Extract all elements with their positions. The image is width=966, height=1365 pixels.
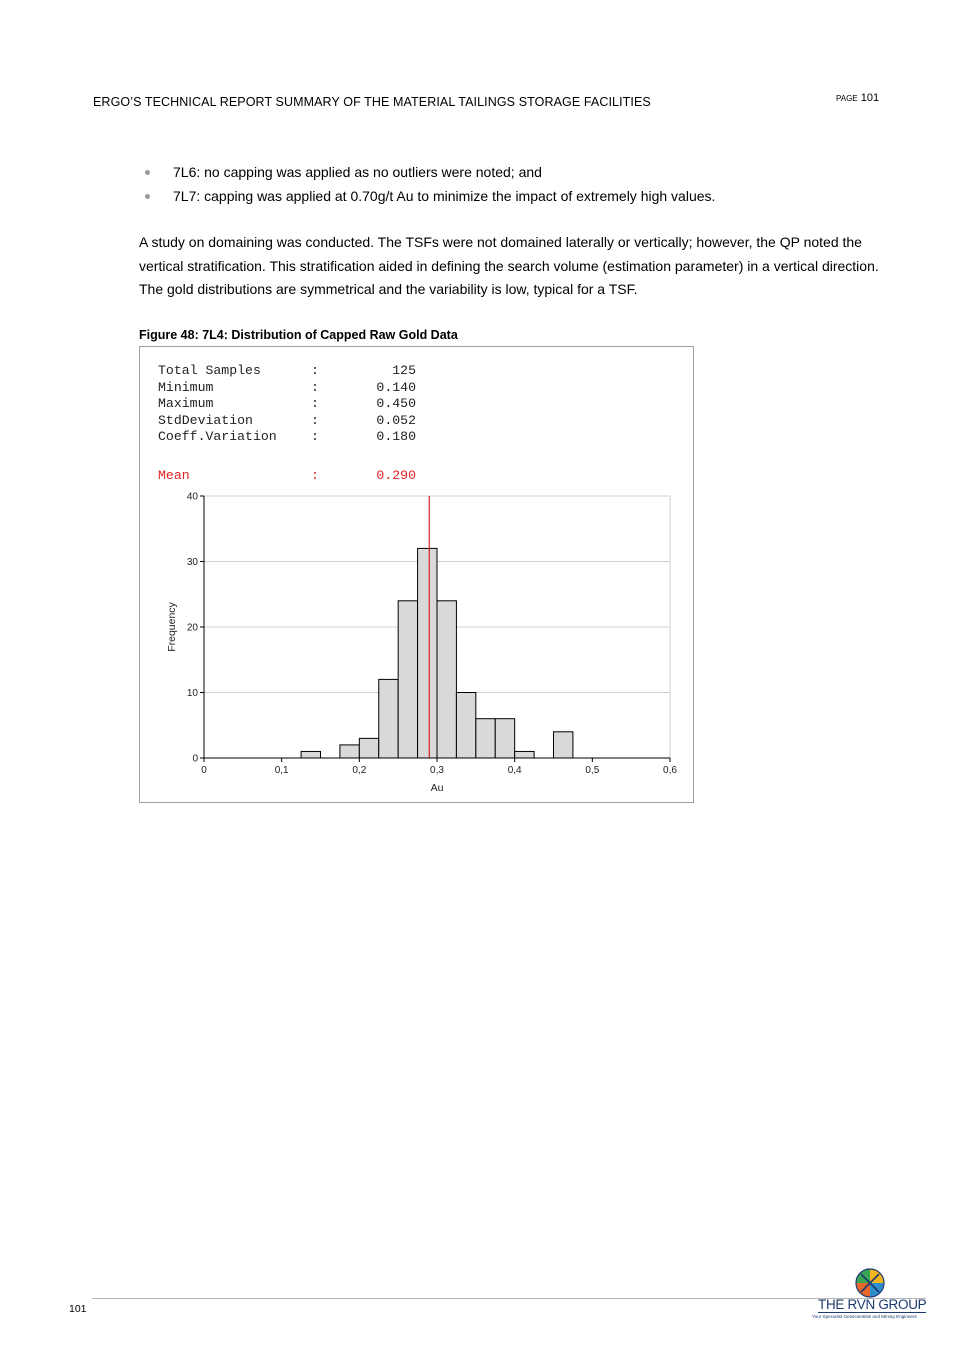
histogram-bar — [515, 751, 534, 758]
x-tick-label: 0,4 — [507, 765, 522, 776]
x-axis-label: Au — [430, 782, 444, 794]
stat-label: Mean — [158, 468, 190, 483]
y-tick-label: 20 — [186, 622, 198, 634]
bullet-icon — [145, 170, 150, 175]
x-tick-label: 0,5 — [585, 765, 600, 776]
bullet-list — [140, 160, 900, 208]
logo-wordmark: THE RVN GROUP — [818, 1297, 927, 1312]
stat-value: 125 — [392, 363, 416, 378]
x-tick-label: 0,1 — [274, 765, 289, 776]
histogram-bar — [456, 693, 475, 759]
histogram-bar — [437, 601, 456, 758]
stat-colon: : — [311, 412, 319, 428]
y-axis-label: Frequency — [166, 602, 178, 652]
logo-pie-icon — [855, 1268, 885, 1298]
stat-colon: : — [311, 363, 319, 378]
report-header-title: ERGO’S TECHNICAL REPORT SUMMARY OF THE MATERIAL TAILINGS STORAGE FACILITIES — [93, 95, 651, 109]
histogram-plot — [140, 347, 693, 802]
y-tick-label: 40 — [186, 491, 198, 503]
histogram-bar — [495, 719, 514, 758]
footer-page-number: 101 — [69, 1303, 87, 1315]
stat-value: 0.290 — [376, 468, 416, 483]
histogram-bar — [476, 719, 495, 758]
footer-divider — [92, 1298, 926, 1299]
y-tick-label: 30 — [186, 557, 198, 568]
histogram-bar — [554, 732, 573, 758]
histogram-bar — [398, 601, 417, 758]
page-prefix: PAGE — [836, 94, 858, 103]
bullet-text: 7L7: capping was applied at 0.70g/t Au to minimize the impact of extremely high values. — [173, 188, 716, 204]
stat-value: 0.450 — [376, 396, 416, 411]
stat-value: 0.052 — [376, 412, 416, 428]
histogram-figure — [139, 346, 694, 803]
rvn-group-logo — [812, 1268, 937, 1324]
figure-caption: Figure 48: 7L4: Distribution of Capped Raw Gold Data — [139, 328, 458, 342]
x-tick-label: 0,3 — [430, 765, 444, 776]
bullet-icon — [145, 194, 150, 199]
stat-label: Coeff.Variation — [158, 429, 277, 444]
body-paragraph: A study on domaining was conducted. The TSFs were not domained laterally or vertically; however, the QP noted the vertical stratification. This stratification aided in defining the search volume (estimation parameter) in a vertical direction. The gold distributions are symmetrical and the variability is low, typical for a TSF. — [139, 234, 879, 297]
x-tick-label: 0 — [201, 765, 207, 776]
stat-label: Total Samples — [158, 363, 261, 378]
histogram-bars — [301, 548, 573, 758]
list-item — [140, 160, 900, 184]
stat-label: Minimum — [158, 379, 214, 395]
stat-colon: : — [311, 396, 319, 411]
stat-value: 0.180 — [376, 429, 416, 444]
header-page-label — [836, 92, 879, 104]
list-item — [140, 184, 900, 208]
x-tick-label: 0,6 — [663, 765, 677, 776]
stat-value: 0.140 — [376, 379, 416, 395]
x-tick-label: 0,2 — [352, 765, 367, 776]
histogram-bar — [418, 548, 437, 758]
histogram-bar — [359, 738, 378, 758]
stat-colon: : — [311, 429, 319, 444]
y-tick-label: 0 — [192, 753, 198, 765]
stat-colon: : — [311, 379, 319, 395]
page-number: 101 — [860, 92, 880, 104]
stat-label: Maximum — [158, 396, 214, 411]
bullet-text: 7L6: no capping was applied as no outliers were noted; and — [173, 164, 542, 180]
histogram-bar — [301, 751, 320, 758]
logo-tagline: Your Specialist Geoscientists and Mining Engineers — [812, 1314, 917, 1319]
histogram-bar — [379, 679, 398, 758]
y-tick-label: 10 — [186, 688, 198, 699]
histogram-bar — [340, 745, 359, 758]
stat-label: StdDeviation — [158, 412, 253, 428]
stat-colon: : — [311, 468, 319, 483]
